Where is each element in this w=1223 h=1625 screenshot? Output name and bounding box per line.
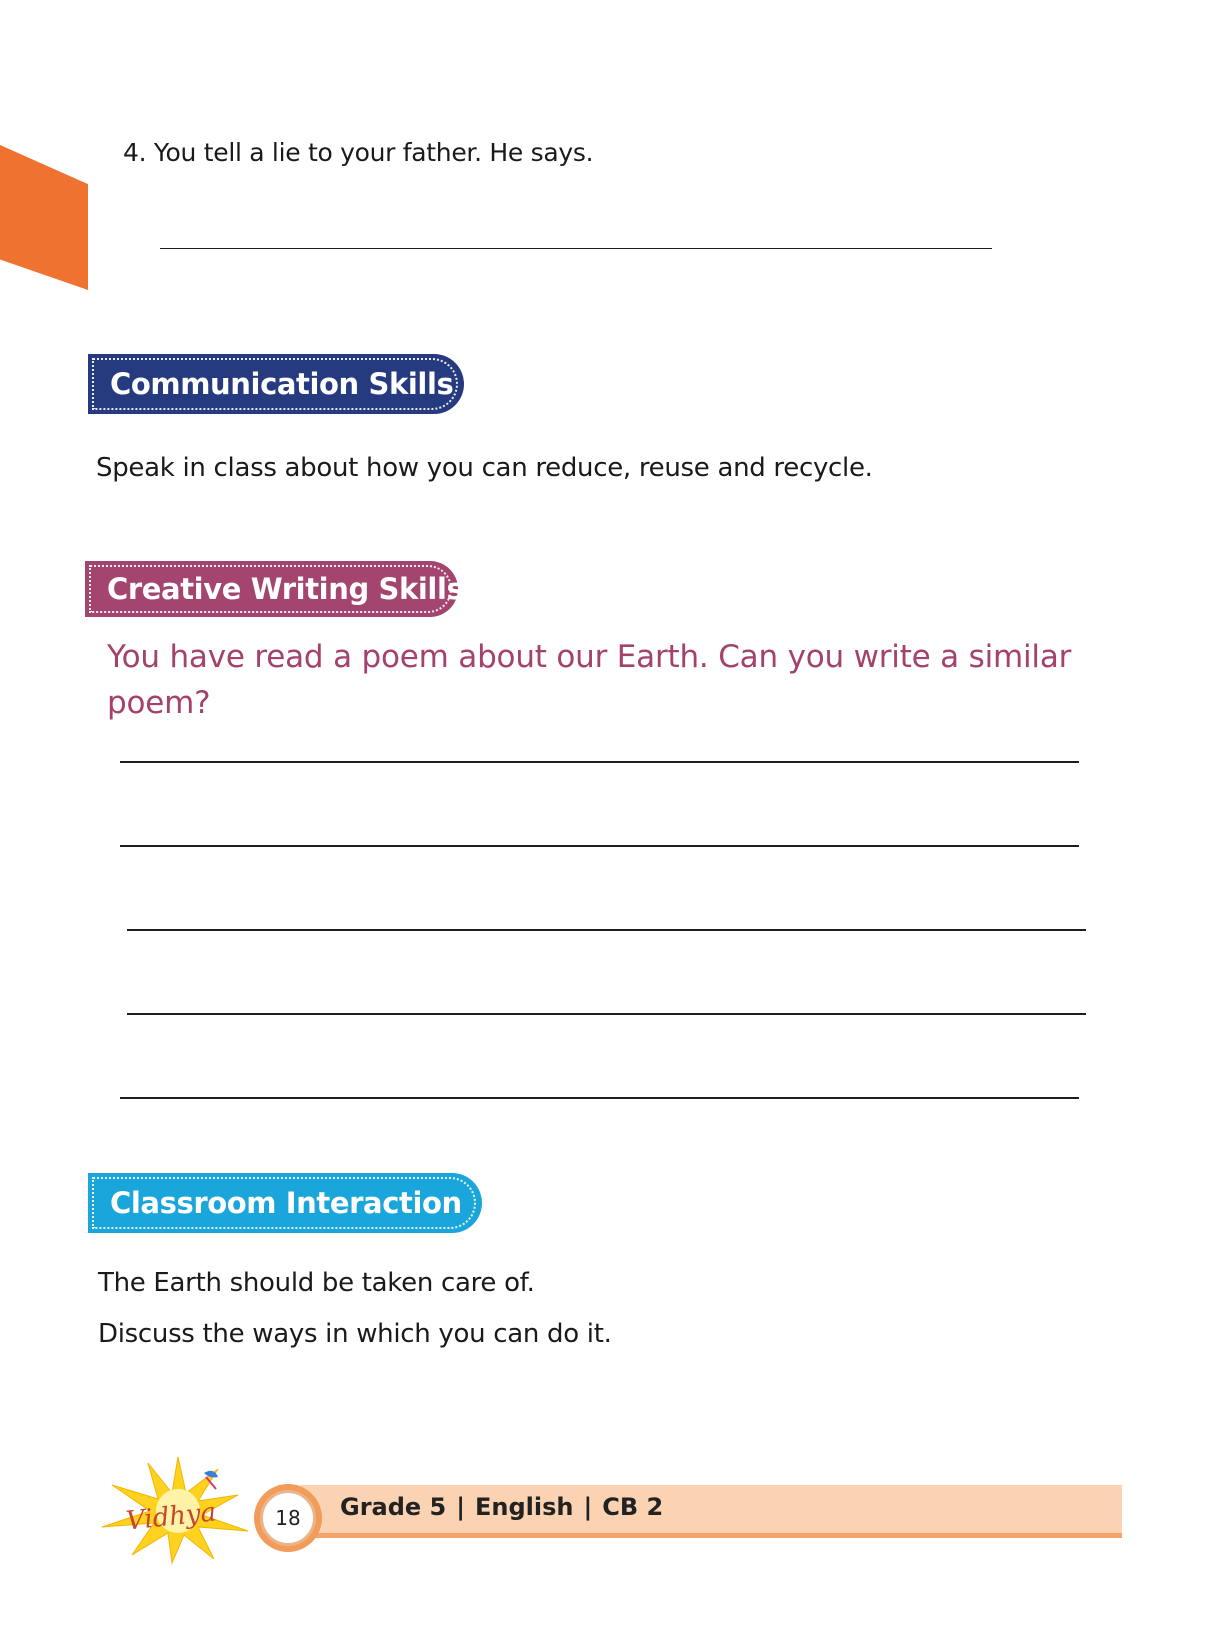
communication-skills-badge — [88, 354, 464, 414]
classroom-interaction-line-2: Discuss the ways in which you can do it. — [98, 1319, 612, 1349]
writing-line-1[interactable] — [120, 761, 1079, 763]
footer-grade: Grade 5 — [340, 1493, 447, 1521]
writing-line-2[interactable] — [120, 845, 1079, 847]
corner-tab-decoration — [0, 145, 88, 290]
question-4-text: 4. You tell a lie to your father. He says. — [123, 138, 594, 167]
creative-writing-skills-title: Creative Writing Skills — [107, 572, 464, 606]
classroom-interaction-title: Classroom Interaction — [110, 1186, 462, 1220]
writing-line-3[interactable] — [127, 929, 1086, 931]
creative-writing-skills-badge — [85, 561, 464, 617]
footer-subject: English — [475, 1493, 574, 1521]
answer-line-question-4[interactable] — [160, 248, 992, 249]
footer-book: CB 2 — [602, 1493, 664, 1521]
writing-line-4[interactable] — [127, 1013, 1086, 1015]
page-number: 18 — [260, 1490, 316, 1546]
creative-writing-prompt-line-1: You have read a poem about our Earth. Can you write a similar — [107, 639, 1072, 675]
footer-separator: | — [583, 1493, 593, 1521]
footer-separator: | — [456, 1493, 466, 1521]
footer-book-info — [340, 1493, 663, 1521]
vidhya-logo-text: Vidhya — [124, 1497, 218, 1537]
writing-line-5[interactable] — [120, 1097, 1079, 1099]
communication-skills-text: Speak in class about how you can reduce, reuse and recycle. — [96, 453, 873, 483]
creative-writing-prompt — [107, 634, 1117, 726]
creative-writing-prompt-line-2: poem? — [107, 685, 211, 721]
communication-skills-title: Communication Skills — [110, 367, 454, 401]
classroom-interaction-line-1: The Earth should be taken care of. — [98, 1268, 535, 1298]
classroom-interaction-badge — [88, 1173, 482, 1233]
